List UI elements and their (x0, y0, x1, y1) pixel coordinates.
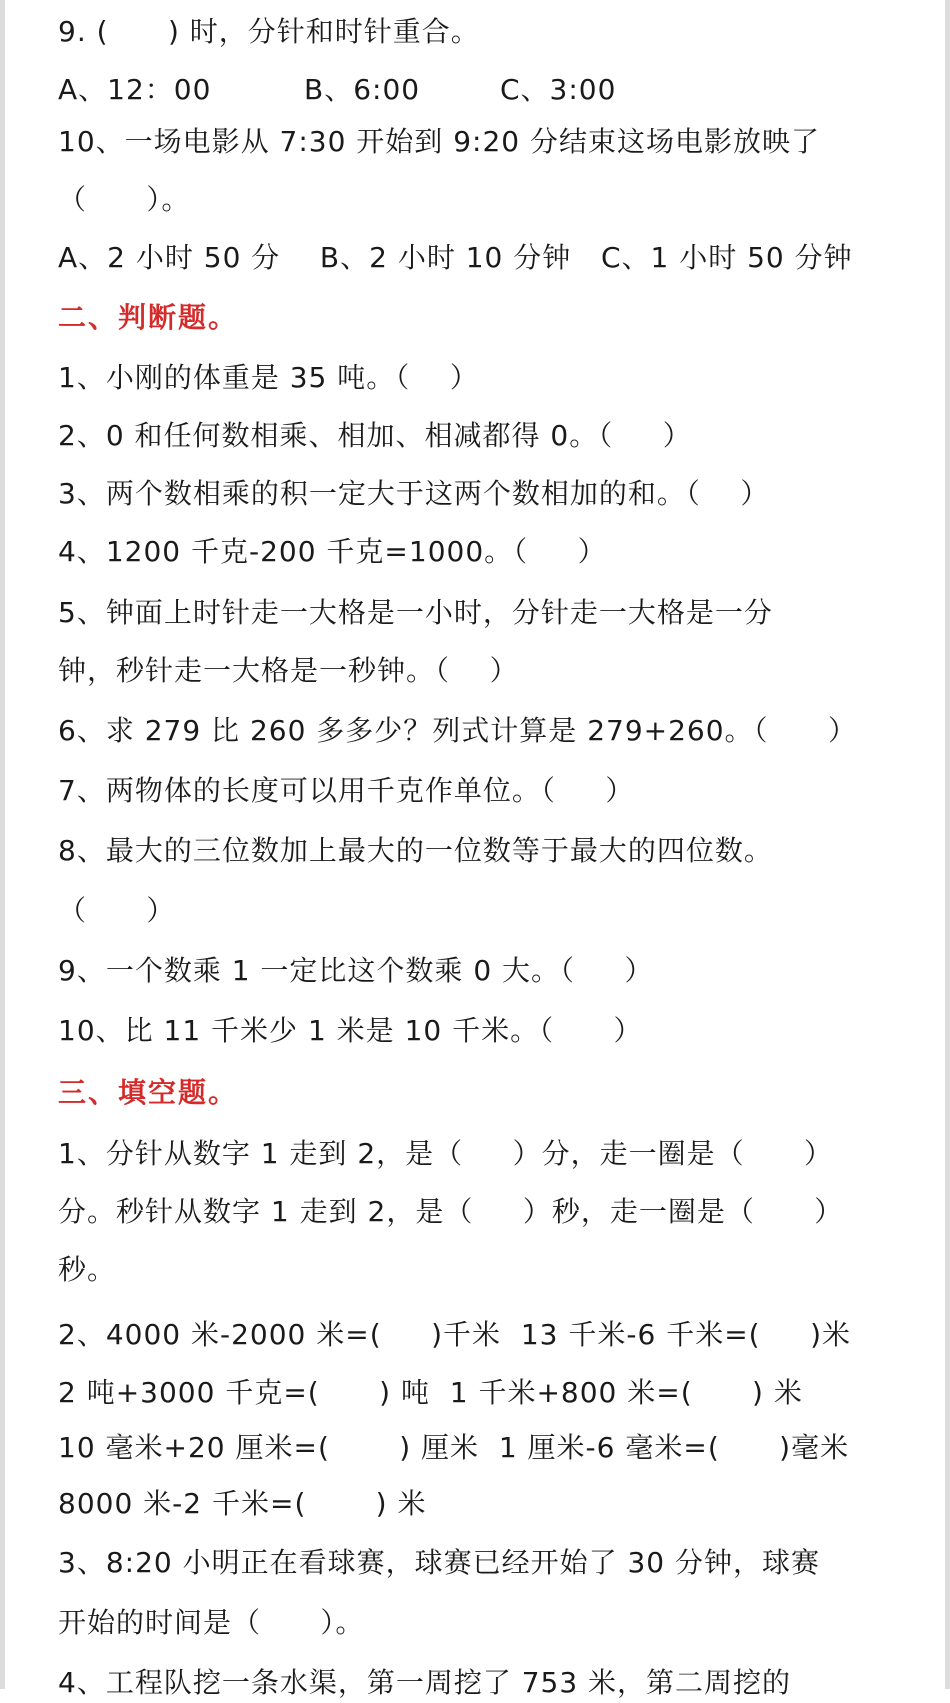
page-left-edge (0, 0, 5, 1689)
judge-item: 2、0 和任何数相乘、相加、相减都得 0。（ ） (58, 419, 692, 452)
fill-item: 2 吨+3000 千克=( ) 吨 1 千米+800 米=( ) 米 (58, 1376, 803, 1409)
fill-item: 分。秒针从数字 1 走到 2，是（ ）秒，走一圈是（ ） (58, 1195, 844, 1228)
judge-item: 7、两物体的长度可以用千克作单位。（ ） (58, 774, 635, 807)
choice-q9: 9. ( ) 时，分针和时针重合。 (58, 15, 480, 48)
judge-item: 9、一个数乘 1 一定比这个数乘 0 大。（ ） (58, 954, 654, 987)
fill-item: 10 毫米+20 厘米=( ) 厘米 1 厘米-6 毫米=( )毫米 (58, 1431, 850, 1464)
choice-q9-option-c: C、3:00 (500, 73, 617, 106)
judge-item: 4、1200 千克-200 千克=1000。（ ） (58, 535, 607, 568)
judge-item: 6、求 279 比 260 多多少？列式计算是 279+260。（ ） (58, 714, 857, 747)
fill-item: 1、分针从数字 1 走到 2，是（ ）分，走一圈是（ ） (58, 1137, 834, 1170)
choice-q9-option-a: A、12：00 (58, 73, 212, 106)
fill-heading: 三、填空题。 (58, 1076, 239, 1109)
fill-item: 2、4000 米-2000 米=( )千米 13 千米-6 千米=( )米 (58, 1318, 852, 1351)
fill-item: 开始的时间是（ ）。 (58, 1606, 365, 1639)
fill-item: 8000 米-2 千米=( ) 米 (58, 1487, 427, 1520)
judge-item: 10、比 11 千米少 1 米是 10 千米。（ ） (58, 1014, 643, 1047)
judge-item: （ ） (58, 894, 176, 927)
judge-item: 3、两个数相乘的积一定大于这两个数相加的和。（ ） (58, 477, 770, 510)
judge-item: 8、最大的三位数加上最大的一位数等于最大的四位数。 (58, 834, 773, 867)
choice-q10-line1: 10、一场电影从 7:30 开始到 9:20 分结束这场电影放映了 (58, 125, 820, 158)
page-right-edge (945, 0, 950, 1689)
choice-q10-line2: （ ）。 (58, 183, 191, 216)
fill-item: 4、工程队挖一条水渠，第一周挖了 753 米，第二周挖的 (58, 1666, 792, 1699)
fill-item: 3、8:20 小明正在看球赛，球赛已经开始了 30 分钟，球赛 (58, 1546, 821, 1579)
choice-q10-options: A、2 小时 50 分 B、2 小时 10 分钟 C、1 小时 50 分钟 (58, 241, 853, 274)
judge-item: 钟，秒针走一大格是一秒钟。（ ） (58, 654, 519, 687)
judge-heading: 二、判断题。 (58, 301, 239, 334)
judge-item: 5、钟面上时针走一大格是一小时，分针走一大格是一分 (58, 596, 773, 629)
fill-item: 秒。 (58, 1253, 117, 1286)
choice-q9-option-b: B、6:00 (304, 73, 421, 106)
judge-item: 1、小刚的体重是 35 吨。（ ） (58, 361, 479, 394)
